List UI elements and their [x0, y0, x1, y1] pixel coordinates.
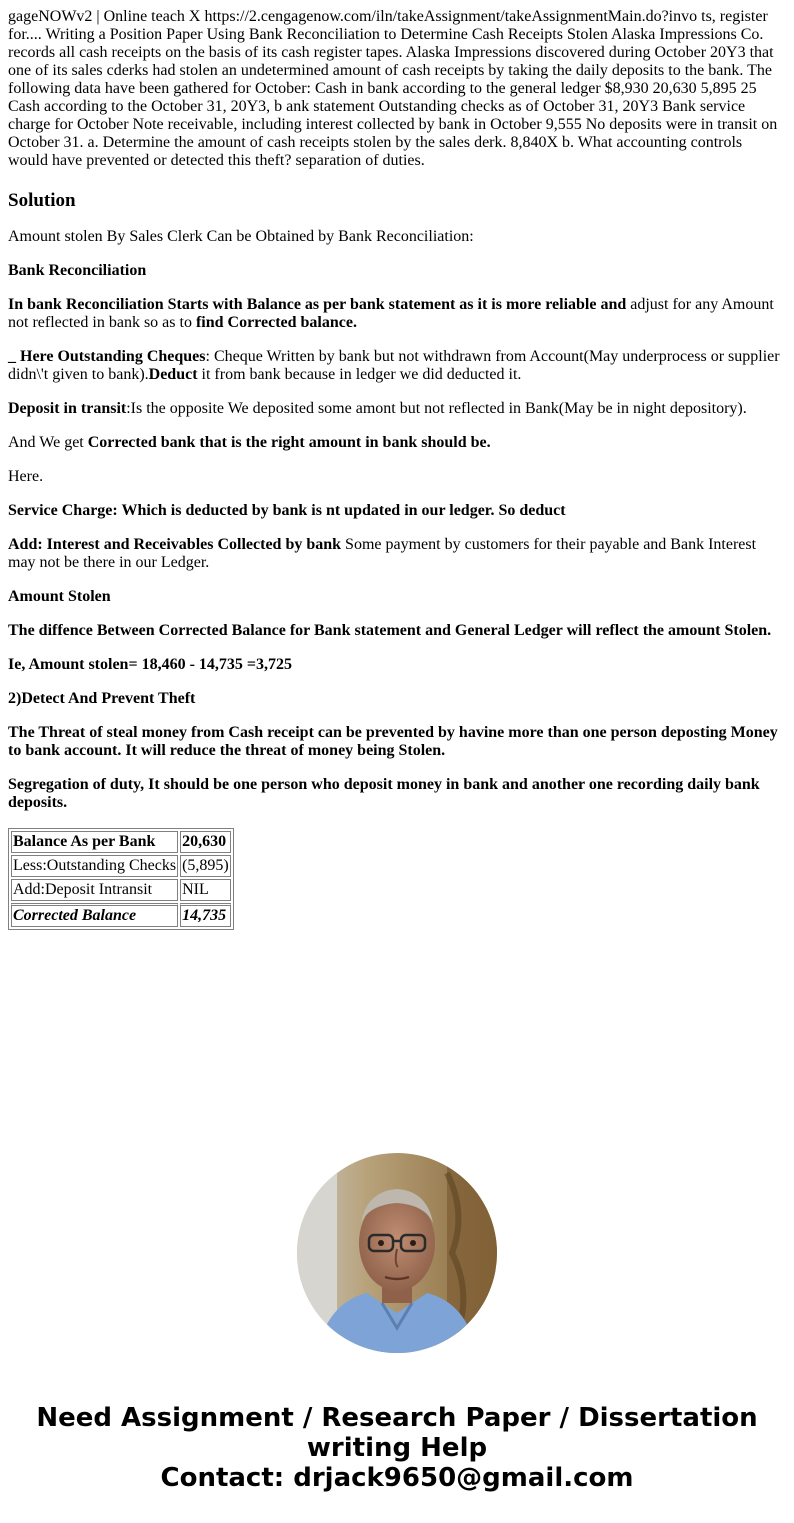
detect-prevent-label: 2)Detect And Prevent Theft	[8, 690, 196, 707]
table-cell-label	[11, 831, 178, 853]
table-row	[11, 879, 231, 901]
table-row	[11, 903, 231, 927]
service-charge-paragraph	[8, 502, 786, 520]
intro-paragraph: Amount stolen By Sales Clerk Can be Obtained by Bank Reconciliation:	[8, 228, 474, 245]
tutor-photo	[297, 1153, 497, 1353]
document-body	[8, 8, 786, 930]
amount-stolen-calc-text: Ie, Amount stolen= 18,460 - 14,735 =3,725	[8, 656, 293, 673]
deduct-label: Deduct	[148, 366, 198, 383]
threat-text: The Threat of steal money from Cash receipt can be prevented by havine more than one person deposting Money to bank account. It will reduce the threat of money being Stolen.	[8, 724, 778, 759]
service-charge-text: Service Charge: Which is deducted by bank is nt updated in our ledger. So deduct	[8, 502, 566, 519]
reconciliation-text-1: adjust for any Amount not reflected in bank so as to	[8, 296, 774, 331]
table-row	[11, 855, 231, 877]
interest-receivables-paragraph	[8, 536, 786, 572]
footer-line-2: writing Help	[306, 1433, 488, 1463]
deposit-in-transit-paragraph	[8, 400, 786, 418]
table-total-label: Corrected Balance	[13, 907, 137, 924]
footer-contact-email: Contact: drjack9650@gmail.com	[160, 1463, 634, 1493]
table-label-bold: Balance As per Bank	[13, 833, 156, 850]
bank-reconciliation-label: Bank Reconciliation	[8, 262, 147, 279]
interest-receivables-text: Some payment by customers for their payable and Bank Interest may not be there in our Ledger.	[8, 536, 757, 571]
table-cell-label: Add:Deposit Intransit	[11, 879, 178, 901]
footer-line-1: Need Assignment / Research Paper / Dissertation	[36, 1403, 758, 1433]
outstanding-cheques-paragraph	[8, 348, 786, 384]
table-cell-value	[180, 831, 231, 853]
table-value-bold: 20,630	[182, 833, 227, 850]
difference-text: The diffence Between Corrected Balance for Bank statement and General Ledger will reflect the amount Stolen.	[8, 622, 772, 639]
table-total-value: 14,735	[182, 907, 227, 924]
amount-stolen-heading	[8, 588, 786, 606]
solution-heading: Solution	[8, 190, 76, 211]
outstanding-cheques-text: : Cheque Written by bank but not withdrawn from Account(May underprocess or supplier didn\'t given to bank).	[8, 348, 780, 383]
contact-footer	[0, 1403, 794, 1493]
segregation-text: Segregation of duty, It should be one person who deposit money in bank and another one recording daily bank deposits.	[8, 776, 760, 811]
difference-paragraph	[8, 622, 786, 640]
reconciliation-table	[8, 828, 234, 930]
corrected-bank-paragraph	[8, 434, 786, 452]
deposit-in-transit-text: :Is the opposite We deposited some amont but not reflected in Bank(May be in night depository).	[126, 400, 747, 417]
reconciliation-explanation	[8, 296, 786, 332]
deposit-in-transit-label: Deposit in transit	[8, 400, 127, 417]
reconciliation-bold-1: In bank Reconciliation Starts with Balance as per bank statement as it is more reliable and	[8, 296, 627, 313]
here-paragraph: Here.	[8, 468, 44, 485]
corrected-bank-bold: Corrected bank that is the right amount in bank should be.	[87, 434, 491, 451]
detect-prevent-heading	[8, 690, 786, 708]
table-cell-value: NIL	[180, 879, 231, 901]
table-cell-value: (5,895)	[180, 855, 231, 877]
table-row	[11, 831, 231, 853]
table-cell-value	[180, 903, 231, 927]
segregation-paragraph	[8, 776, 786, 812]
portrait-image	[297, 1153, 497, 1353]
amount-stolen-calc	[8, 656, 786, 674]
outstanding-cheques-label: _ Here Outstanding Cheques	[8, 348, 206, 365]
bank-reconciliation-heading	[8, 262, 786, 280]
deduct-text: it from bank because in ledger we did deducted it.	[197, 366, 522, 383]
reconciliation-bold-2: find Corrected balance.	[195, 314, 357, 331]
interest-receivables-label: Add: Interest and Receivables Collected by bank	[8, 536, 342, 553]
table-cell-label: Less:Outstanding Checks	[11, 855, 178, 877]
table-cell-label	[11, 903, 178, 927]
amount-stolen-label: Amount Stolen	[8, 588, 111, 605]
corrected-bank-text: And We get	[8, 434, 88, 451]
question-text: gageNOWv2 | Online teach X https://2.cengagenow.com/iln/takeAssignment/takeAssignmentMain.do?invo ts, register for.... Writing a Position Paper Using Bank Reconciliation to Determine Cash Receipts Stolen Alaska Impressions Co. records all cash receipts on the basis of its cash register tapes. Alaska Impressions discovered during October 20Y3 that one of its sales cderks had stolen an undetermined amount of cash receipts by taking the daily deposits to the bank. The following data have been gathered for October: Cash in bank according to the general ledger $8,930 20,630 5,895 25 Cash according to the October 31, 20Y3, b ank statement Outstanding checks as of October 31, 20Y3 Bank service charge for October Note receivable, including interest collected by bank in October 9,555 No deposits were in transit on October 31. a. Determine the amount of cash receipts stolen by the sales derk. 8,840X b. What accounting controls would have prevented or detected this theft? separation of duties.	[8, 8, 778, 169]
threat-paragraph	[8, 724, 786, 760]
